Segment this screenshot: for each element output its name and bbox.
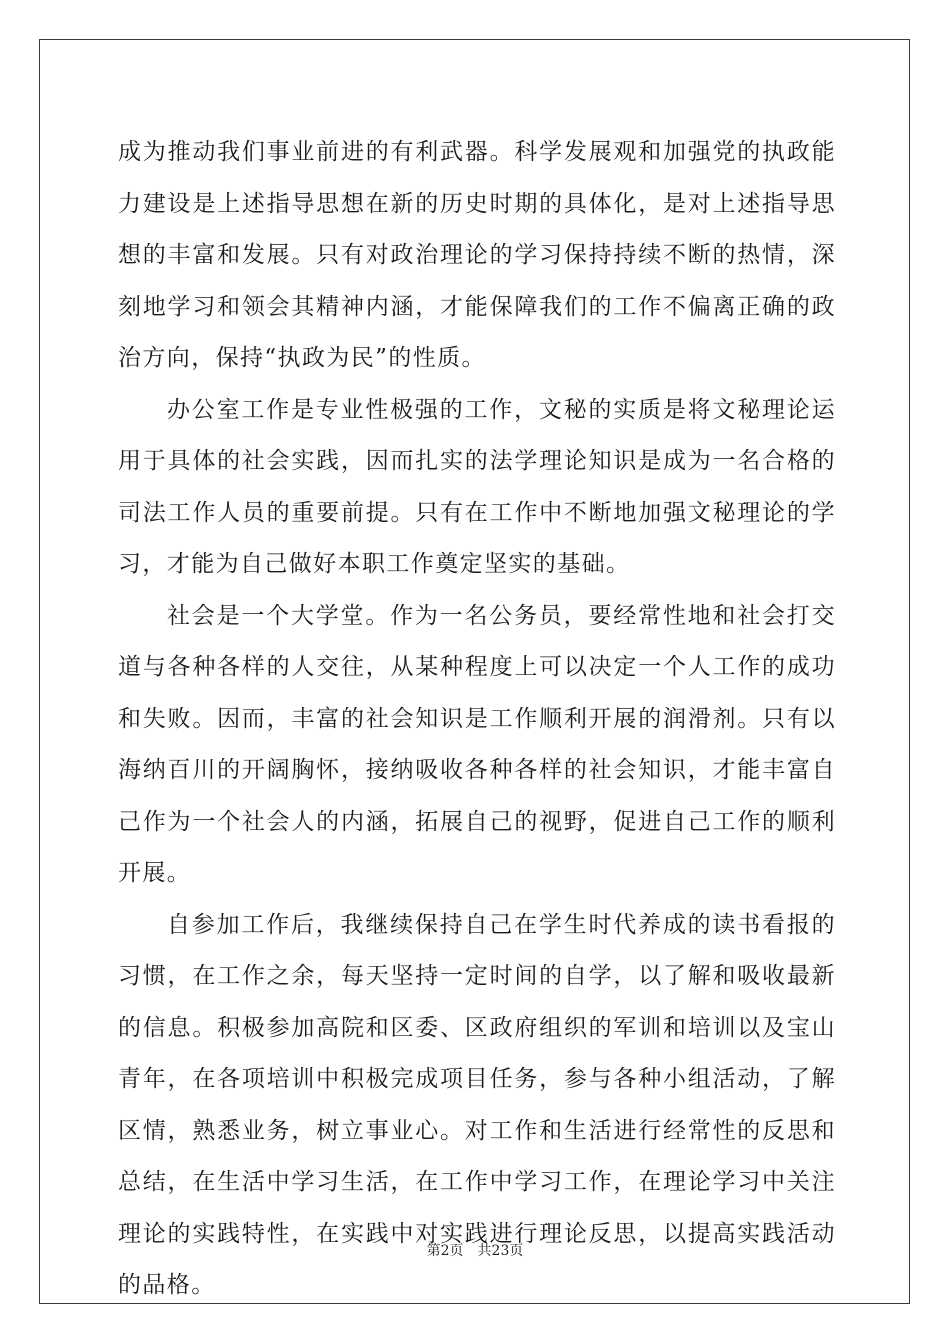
paragraph-1: 成为推动我们事业前进的有利武器。科学发展观和加强党的执政能力建设是上述指导思想在新的历史时期的具体化，是对上述指导思想的丰富和发展。只有对政治理论的学习保持持续不断的热情，深刻地学习和领会其精神内涵，才能保障我们的工作不偏离正确的政治方向，保持“执政为民”的性质。: [118, 139, 836, 371]
paragraph-2: 办公室工作是专业性极强的工作，文秘的实质是将文秘理论运用于具体的社会实践，因而扎实的法学理论知识是成为一名合格的司法工作人员的重要前提。只有在工作中不断地加强文秘理论的学习，才能为自己做好本职工作奠定坚实的基础。: [118, 396, 836, 577]
current-page-number: 第2页: [426, 1243, 464, 1259]
page-footer: [0, 1240, 950, 1260]
document-body: [118, 127, 836, 1312]
paragraph-4: 自参加工作后，我继续保持自己在学生时代养成的读书看报的习惯，在工作之余，每天坚持一定时间的自学，以了解和吸收最新的信息。积极参加高院和区委、区政府组织的军训和培训以及宝山青年，在各项培训中积极完成项目任务，参与各种小组活动，了解区情，熟悉业务，树立事业心。对工作和生活进行经常性的反思和总结，在生活中学习生活，在工作中学习工作，在理论学习中关注理论的实践特性，在实践中对实践进行理论反思，以提高实践活动的品格。: [118, 911, 836, 1298]
paragraph-3: 社会是一个大学堂。作为一名公务员，要经常性地和社会打交道与各种各样的人交往，从某种程度上可以决定一个人工作的成功和失败。因而，丰富的社会知识是工作顺利开展的润滑剂。只有以海纳百川的开阔胸怀，接纳吸收各种各样的社会知识，才能丰富自己作为一个社会人的内涵，拓展自己的视野，促进自己工作的顺利开展。: [118, 602, 836, 886]
total-page-count: 共23页: [477, 1243, 524, 1259]
